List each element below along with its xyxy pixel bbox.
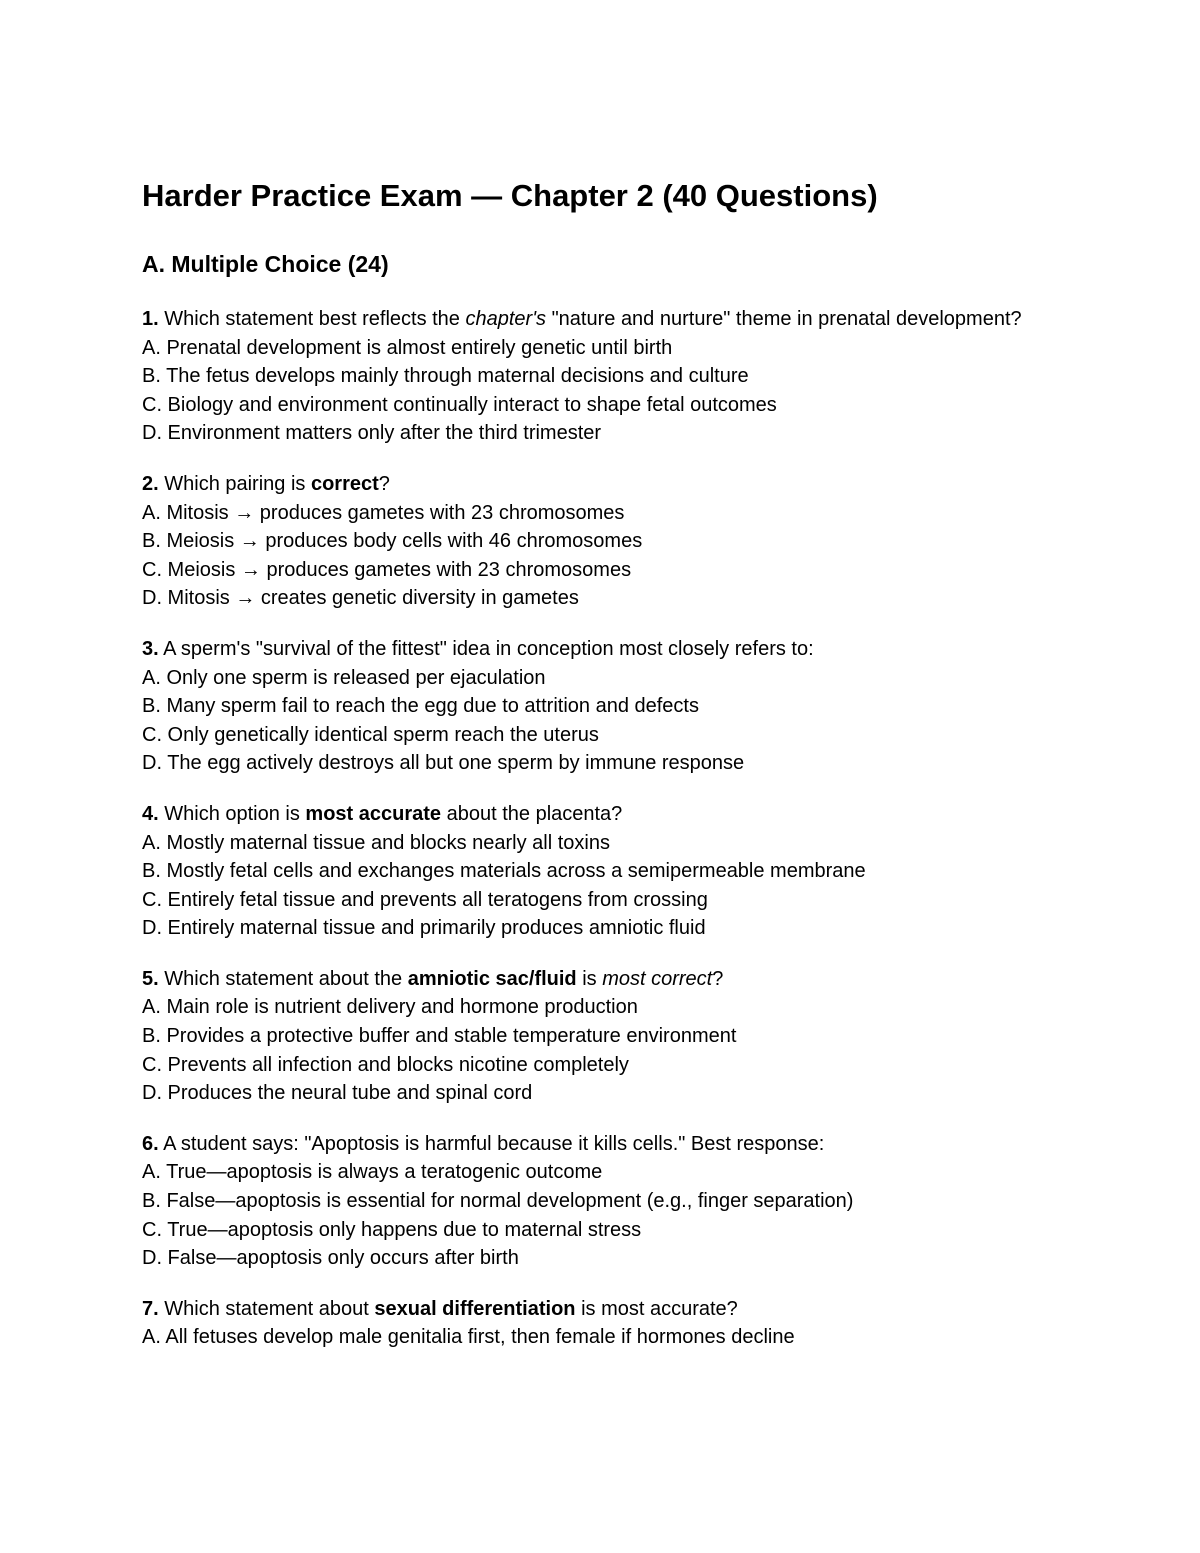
answer-option: C. Biology and environment continually interact to shape fetal outcomes	[142, 393, 777, 416]
question-number: 3.	[142, 637, 159, 660]
answer-option: A. Only one sperm is released per ejaculation	[142, 666, 546, 689]
question-stem-text: is	[576, 967, 603, 990]
question-number: 4.	[142, 802, 159, 825]
question-stem	[142, 635, 1142, 664]
answer-option: C. Prevents all infection and blocks nicotine completely	[142, 1053, 629, 1076]
answer-option: A. Prenatal development is almost entirely genetic until birth	[142, 336, 673, 359]
question-number: 2.	[142, 472, 159, 495]
question-stem-text: chapter's	[465, 308, 547, 330]
question-stem	[142, 1130, 1142, 1159]
answer-option: D. The egg actively destroys all but one sperm by immune response	[142, 752, 745, 775]
question-stem-text: Which statement about the	[158, 967, 408, 990]
question-stem-text: Which option is	[158, 802, 306, 825]
answer-option: B. Meiosis → produces body cells with 46 chromosomes	[142, 530, 643, 553]
question-number: 6.	[142, 1132, 159, 1155]
question-stem-text: A sperm's "survival of the fittest" idea in conception most closely refers to:	[158, 637, 814, 660]
answer-option: A. Mostly maternal tissue and blocks nearly all toxins	[142, 831, 610, 854]
answer-option: B. Provides a protective buffer and stable temperature environment	[142, 1025, 737, 1048]
question-number: 5.	[142, 967, 159, 990]
answer-option: D. Entirely maternal tissue and primarily produces amniotic fluid	[142, 917, 706, 940]
question-item	[142, 800, 1142, 943]
question-number: 7.	[142, 1297, 159, 1320]
question-stem-text: amniotic sac/fluid	[407, 967, 577, 990]
answer-option: A. Mitosis → produces gametes with 23 chromosomes	[142, 501, 625, 524]
question-list	[142, 305, 1142, 1374]
section-heading: A. Multiple Choice (24)	[142, 251, 389, 277]
answer-option: B. False—apoptosis is essential for normal development (e.g., finger separation)	[142, 1190, 854, 1213]
question-item	[142, 1130, 1142, 1273]
question-stem	[142, 1295, 1142, 1324]
question-stem	[142, 965, 1142, 994]
question-stem	[142, 305, 1142, 334]
question-stem-text: Which pairing is	[158, 472, 311, 495]
question-stem-text: ?	[378, 472, 390, 495]
answer-option: D. False—apoptosis only occurs after birth	[142, 1247, 519, 1270]
question-item	[142, 635, 1142, 778]
answer-option: D. Mitosis → creates genetic diversity in gametes	[142, 587, 579, 610]
answer-option: B. The fetus develops mainly through maternal decisions and culture	[142, 365, 749, 388]
answer-option: C. True—apoptosis only happens due to maternal stress	[142, 1218, 642, 1241]
answer-option: B. Many sperm fail to reach the egg due to attrition and defects	[142, 695, 699, 718]
question-stem-text: correct	[310, 472, 379, 495]
question-stem-text: most accurate	[305, 802, 442, 825]
answer-option: B. Mostly fetal cells and exchanges materials across a semipermeable membrane	[142, 860, 866, 883]
question-stem-text: "nature and nurture" theme in prenatal development?	[546, 308, 1022, 330]
question-stem-text: sexual differentiation	[374, 1297, 576, 1320]
question-stem	[142, 800, 1142, 829]
answer-option: A. True—apoptosis is always a teratogenic outcome	[142, 1161, 603, 1184]
question-number: 1.	[142, 308, 159, 330]
answer-option: A. All fetuses develop male genitalia first, then female if hormones decline	[142, 1326, 795, 1349]
document-title: Harder Practice Exam — Chapter 2 (40 Questions)	[142, 178, 878, 213]
question-stem-text: about the placenta?	[441, 802, 623, 825]
answer-option: C. Meiosis → produces gametes with 23 chromosomes	[142, 558, 632, 581]
question-stem-text: is most accurate?	[575, 1297, 738, 1320]
answer-option: D. Environment matters only after the third trimester	[142, 422, 602, 445]
question-item	[142, 1295, 1142, 1352]
question-item	[142, 305, 1142, 448]
question-item	[142, 470, 1142, 613]
question-stem-text: most correct	[602, 967, 713, 990]
answer-option: A. Main role is nutrient delivery and hormone production	[142, 996, 638, 1019]
answer-option: C. Only genetically identical sperm reach the uterus	[142, 723, 599, 746]
question-stem-text: ?	[712, 967, 724, 990]
question-stem	[142, 470, 1142, 499]
answer-option: D. Produces the neural tube and spinal cord	[142, 1082, 533, 1105]
question-stem-text: Which statement about	[158, 1297, 375, 1320]
question-stem-text: A student says: "Apoptosis is harmful because it kills cells." Best response:	[158, 1132, 825, 1155]
answer-option: C. Entirely fetal tissue and prevents all teratogens from crossing	[142, 888, 708, 911]
question-stem-text: Which statement best reflects the	[158, 308, 466, 330]
question-item	[142, 965, 1142, 1108]
